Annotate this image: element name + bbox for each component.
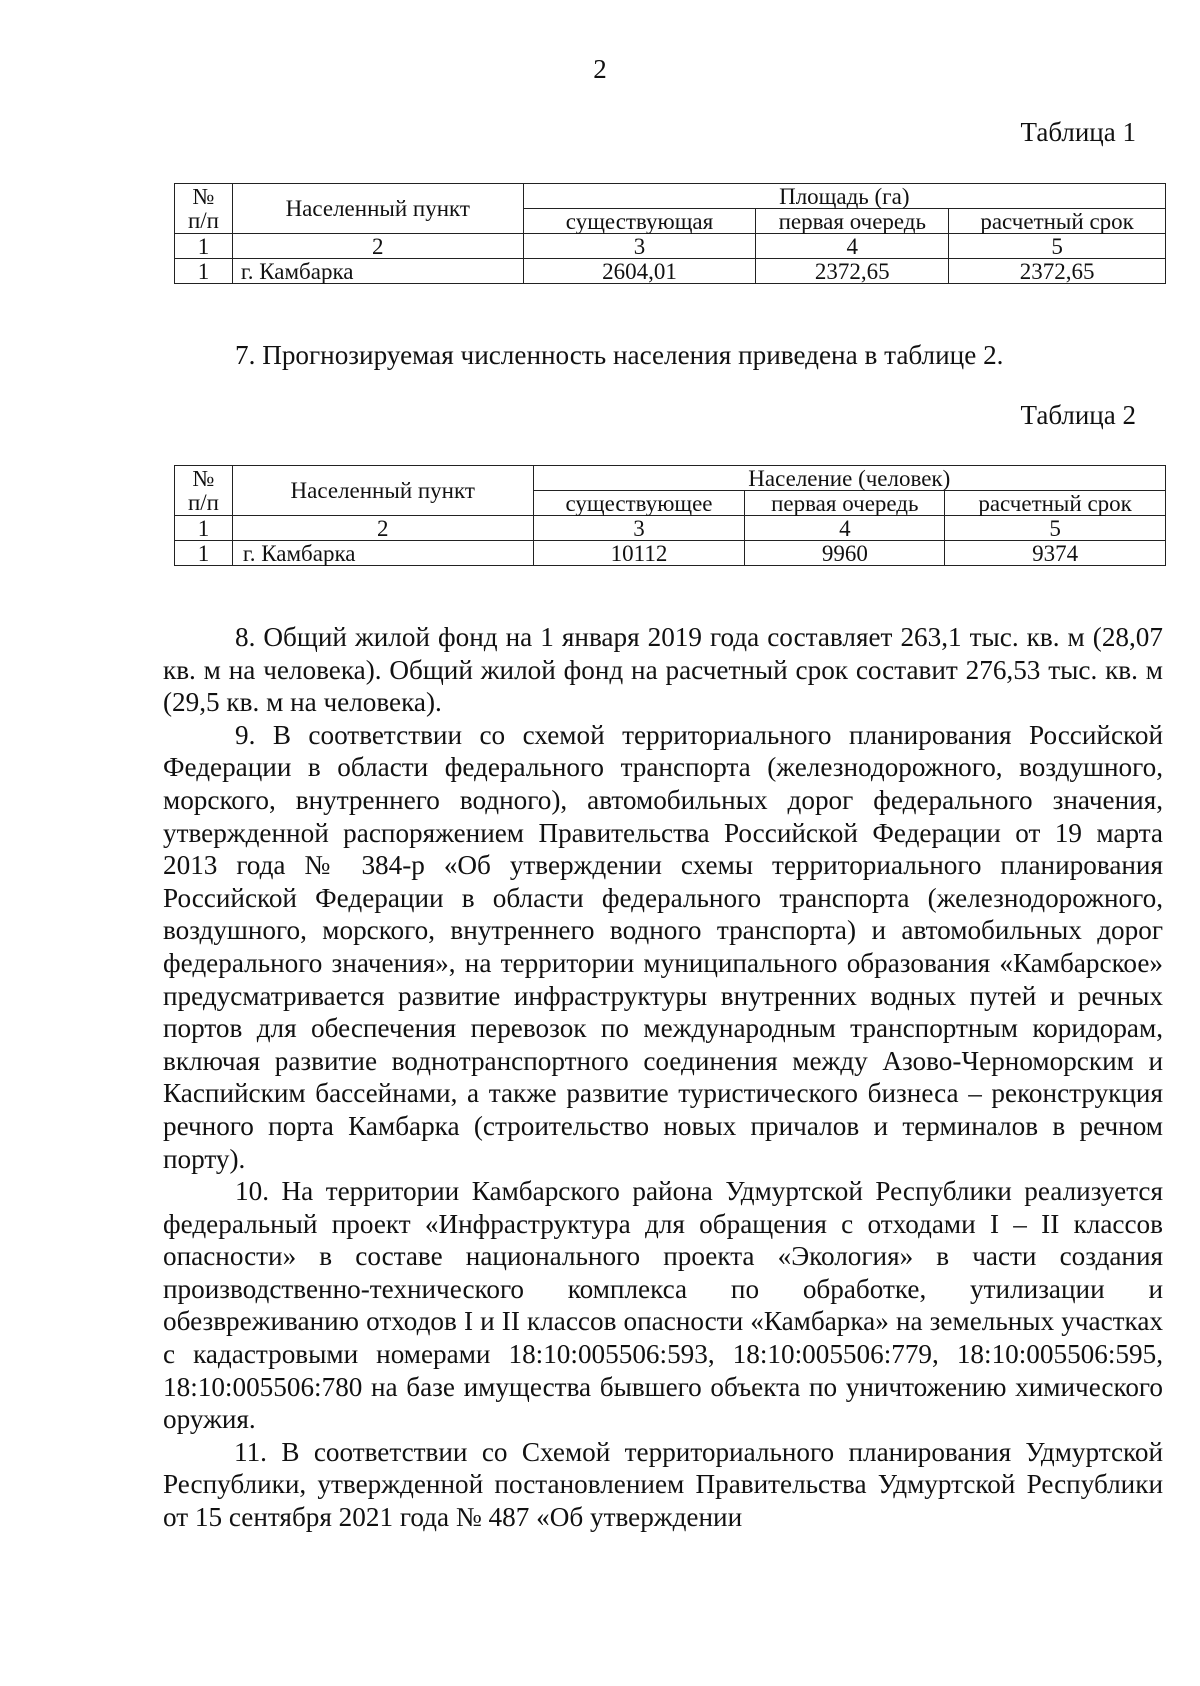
paragraph-7: 7. Прогнозируемая численность населения приведена в таблице 2. bbox=[235, 340, 1004, 370]
table-cell: 2 bbox=[232, 516, 533, 541]
table-cell: 3 bbox=[523, 234, 756, 259]
paragraph-11: 11. В соответствии со Схемой территориального планирования Удмуртской Республики, утвержденной постановлением Правительства Удмуртской Республики от 15 сентября 2021 года № 487 «Об утверждении bbox=[163, 1436, 1163, 1533]
table1 bbox=[174, 183, 1166, 284]
paragraph-7-block bbox=[163, 339, 1163, 372]
paragraph-9: 9. В соответствии со схемой территориального планирования Российской Федерации в области федерального транспорта (железнодорожного, воздушного, морского, внутреннего водного), автомобильных дорог федерального значения, утвержденной распоряжением Правительства Российской Федерации от 19 марта 2013 года № 384-р «Об утверждении схемы территориального планирования Российской Федерации в области федерального транспорта (железнодорожного, воздушного, морского, внутреннего водного транспорта) и автомобильных дорог федерального значения», на территории муниципального образования «Камбарское» предусматривается развитие инфраструктуры внутренних водных путей и речных портов для обеспечения перевозок по международным транспортным коридорам, включая развитие воднотранспортного соединения между Азово-Черноморским и Каспийским бассейнами, а также развитие туристического бизнеса – реконструкция речного порта Камбарка (строительство новых причалов и терминалов в речном порту). bbox=[163, 719, 1163, 1174]
table-cell: 1 bbox=[175, 234, 233, 259]
table1-header-settlement: Населенный пункт bbox=[232, 184, 523, 234]
table2-index-row bbox=[175, 516, 1166, 541]
table1-header-existing: существующая bbox=[523, 209, 756, 234]
table-cell: 2372,65 bbox=[756, 259, 949, 284]
table2-header-settlement: Населенный пункт bbox=[232, 466, 533, 516]
table-cell: 2372,65 bbox=[949, 259, 1166, 284]
page-number: 2 bbox=[593, 54, 607, 84]
table2-header-group: Население (человек) bbox=[533, 466, 1165, 491]
table1-caption: Таблица 1 bbox=[1020, 117, 1136, 147]
table2-header-no2: п/п bbox=[175, 491, 233, 516]
body-text bbox=[163, 621, 1163, 1534]
table-cell: 1 bbox=[175, 516, 233, 541]
table1-index-row bbox=[175, 234, 1166, 259]
table-cell: 9960 bbox=[745, 541, 945, 566]
table2 bbox=[174, 465, 1166, 566]
table1-header-no2: п/п bbox=[175, 209, 233, 234]
table2-header-no: № bbox=[175, 466, 233, 491]
table-cell: 1 bbox=[175, 259, 233, 284]
table-cell: 4 bbox=[756, 234, 949, 259]
table-cell: 2604,01 bbox=[523, 259, 756, 284]
table-cell: 1 bbox=[175, 541, 233, 566]
table1-header-target: расчетный срок bbox=[949, 209, 1166, 234]
table1-header-group: Площадь (га) bbox=[523, 184, 1165, 209]
table-cell: 9374 bbox=[945, 541, 1166, 566]
table2-header-existing: существующее bbox=[533, 491, 745, 516]
table1-header-first: первая очередь bbox=[756, 209, 949, 234]
table-cell: 2 bbox=[232, 234, 523, 259]
table2-header-target: расчетный срок bbox=[945, 491, 1166, 516]
table1-data-row bbox=[175, 259, 1166, 284]
table1-header-no: № bbox=[175, 184, 233, 209]
table2-header-row bbox=[175, 466, 1166, 491]
table-cell: г. Камбарка bbox=[232, 259, 523, 284]
table-cell: 4 bbox=[745, 516, 945, 541]
table-cell: 5 bbox=[945, 516, 1166, 541]
table1-header-row bbox=[175, 184, 1166, 209]
table2-caption: Таблица 2 bbox=[1020, 400, 1136, 430]
table-cell: 3 bbox=[533, 516, 745, 541]
table2-data-row bbox=[175, 541, 1166, 566]
table-cell: г. Камбарка bbox=[232, 541, 533, 566]
paragraph-8: 8. Общий жилой фонд на 1 января 2019 года составляет 263,1 тыс. кв. м (28,07 кв. м на человека). Общий жилой фонд на расчетный срок составит 276,53 тыс. кв. м (29,5 кв. м на человека). bbox=[163, 622, 1163, 718]
table-cell: 10112 bbox=[533, 541, 745, 566]
table-cell: 5 bbox=[949, 234, 1166, 259]
paragraph-10: 10. На территории Камбарского района Удмуртской Республики реализуется федеральный проект «Инфраструктура для обращения с отходами I – II классов опасности» в составе национального проекта «Экология» в части создания производственно-технического комплекса по обработке, утилизации и обезвреживанию отходов I и II классов опасности «Камбарка» на земельных участках с кадастровыми номерами 18:10:005506:593, 18:10:005506:779, 18:10:005506:595, 18:10:005506:780 на базе имущества бывшего объекта по уничтожению химического оружия. bbox=[163, 1176, 1163, 1435]
table2-header-first: первая очередь bbox=[745, 491, 945, 516]
